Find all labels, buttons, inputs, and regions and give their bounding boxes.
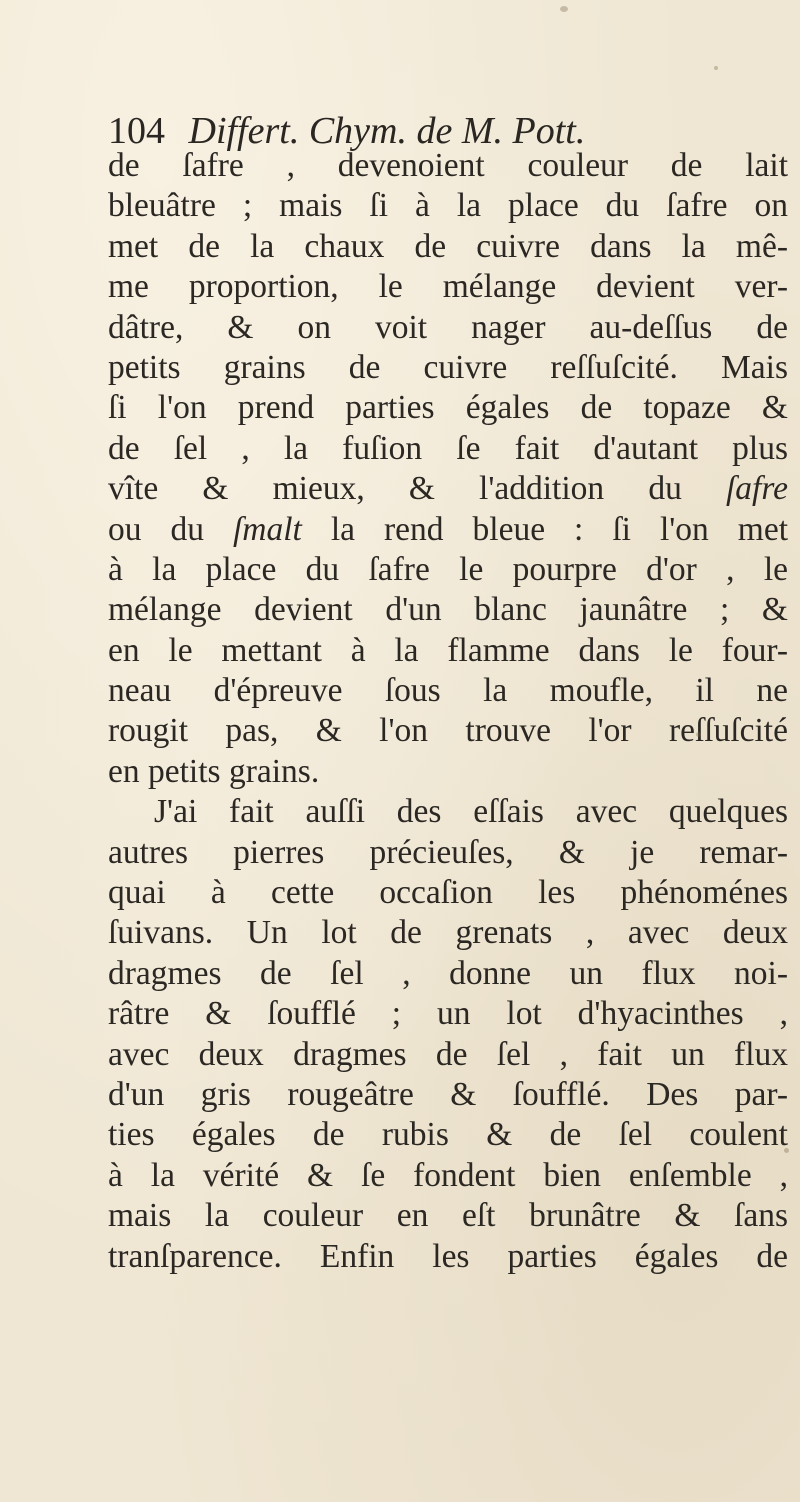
paper-speck	[560, 6, 568, 12]
text-line: de ſel , la fuſion ſe fait d'autant plus	[108, 429, 788, 467]
text-line: râtre & ſoufflé ; un lot d'hyacinthes ,	[108, 995, 788, 1033]
text-segment: ou du	[108, 510, 233, 548]
paper-speck	[784, 1148, 789, 1153]
text-line: autres pierres précieuſes, & je remar-	[108, 833, 788, 871]
text-segment: la rend bleue : ſi l'on met	[301, 510, 789, 548]
running-title: Differt. Chym. de M. Pott.	[188, 110, 586, 152]
text-line	[108, 510, 788, 550]
text-line: dragmes de ſel , donne un flux noi-	[108, 954, 788, 992]
text-line: met de la chaux de cuivre dans la mê-	[108, 227, 788, 265]
paper-speck	[696, 732, 701, 737]
text-line	[108, 469, 788, 509]
italic-word: ſafre	[725, 470, 788, 508]
text-line: mais la couleur en eſt brunâtre & ſans	[108, 1197, 788, 1235]
text-line: rougit pas, & l'on trouve l'or reſſuſcité	[108, 712, 788, 750]
text-line: dâtre, & on voit nager au-deſſus de	[108, 308, 788, 346]
text-line: quai à cette occaſion les phénoménes	[108, 874, 788, 912]
text-line: d'un gris rougeâtre & ſoufflé. Des par-	[108, 1075, 788, 1113]
text-line: de ſafre , devenoient couleur de lait	[108, 147, 788, 184]
text-line: à la place du ſafre le pourpre d'or , le	[108, 550, 788, 588]
body-text	[108, 146, 788, 1277]
text-line: ties égales de rubis & de ſel coulent	[108, 1116, 788, 1154]
text-line: petits grains de cuivre reſſuſcité. Mais	[108, 348, 788, 386]
text-line: neau d'épreuve ſous la moufle, il ne	[108, 672, 788, 710]
text-line: à la vérité & ſe fondent bien enſemble ,	[108, 1156, 788, 1194]
text-segment: vîte & mieux, & l'addition du	[108, 470, 726, 508]
text-line: ſi l'on prend parties égales de topaze &	[108, 389, 788, 427]
italic-word: ſmalt	[232, 510, 302, 548]
page-number: 104	[108, 110, 165, 152]
paper-speck	[714, 66, 718, 70]
text-line: en le mettant à la flamme dans le four-	[108, 631, 788, 669]
paragraph-start-line: J'ai fait auſſi des eſſais avec quelques	[154, 793, 788, 831]
text-line: bleuâtre ; mais ſi à la place du ſafre on	[108, 187, 788, 225]
text-line: mélange devient d'un blanc jaunâtre ; &	[108, 591, 788, 629]
text-line: ſuivans. Un lot de grenats , avec deux	[108, 914, 788, 952]
text-line: tranſparence. Enfin les parties égales de	[108, 1237, 788, 1275]
text-line: avec deux dragmes de ſel , fait un flux	[108, 1035, 788, 1073]
text-line: me proportion, le mélange devient ver-	[108, 268, 788, 306]
paragraph-end-line: en petits grains.	[108, 752, 320, 790]
